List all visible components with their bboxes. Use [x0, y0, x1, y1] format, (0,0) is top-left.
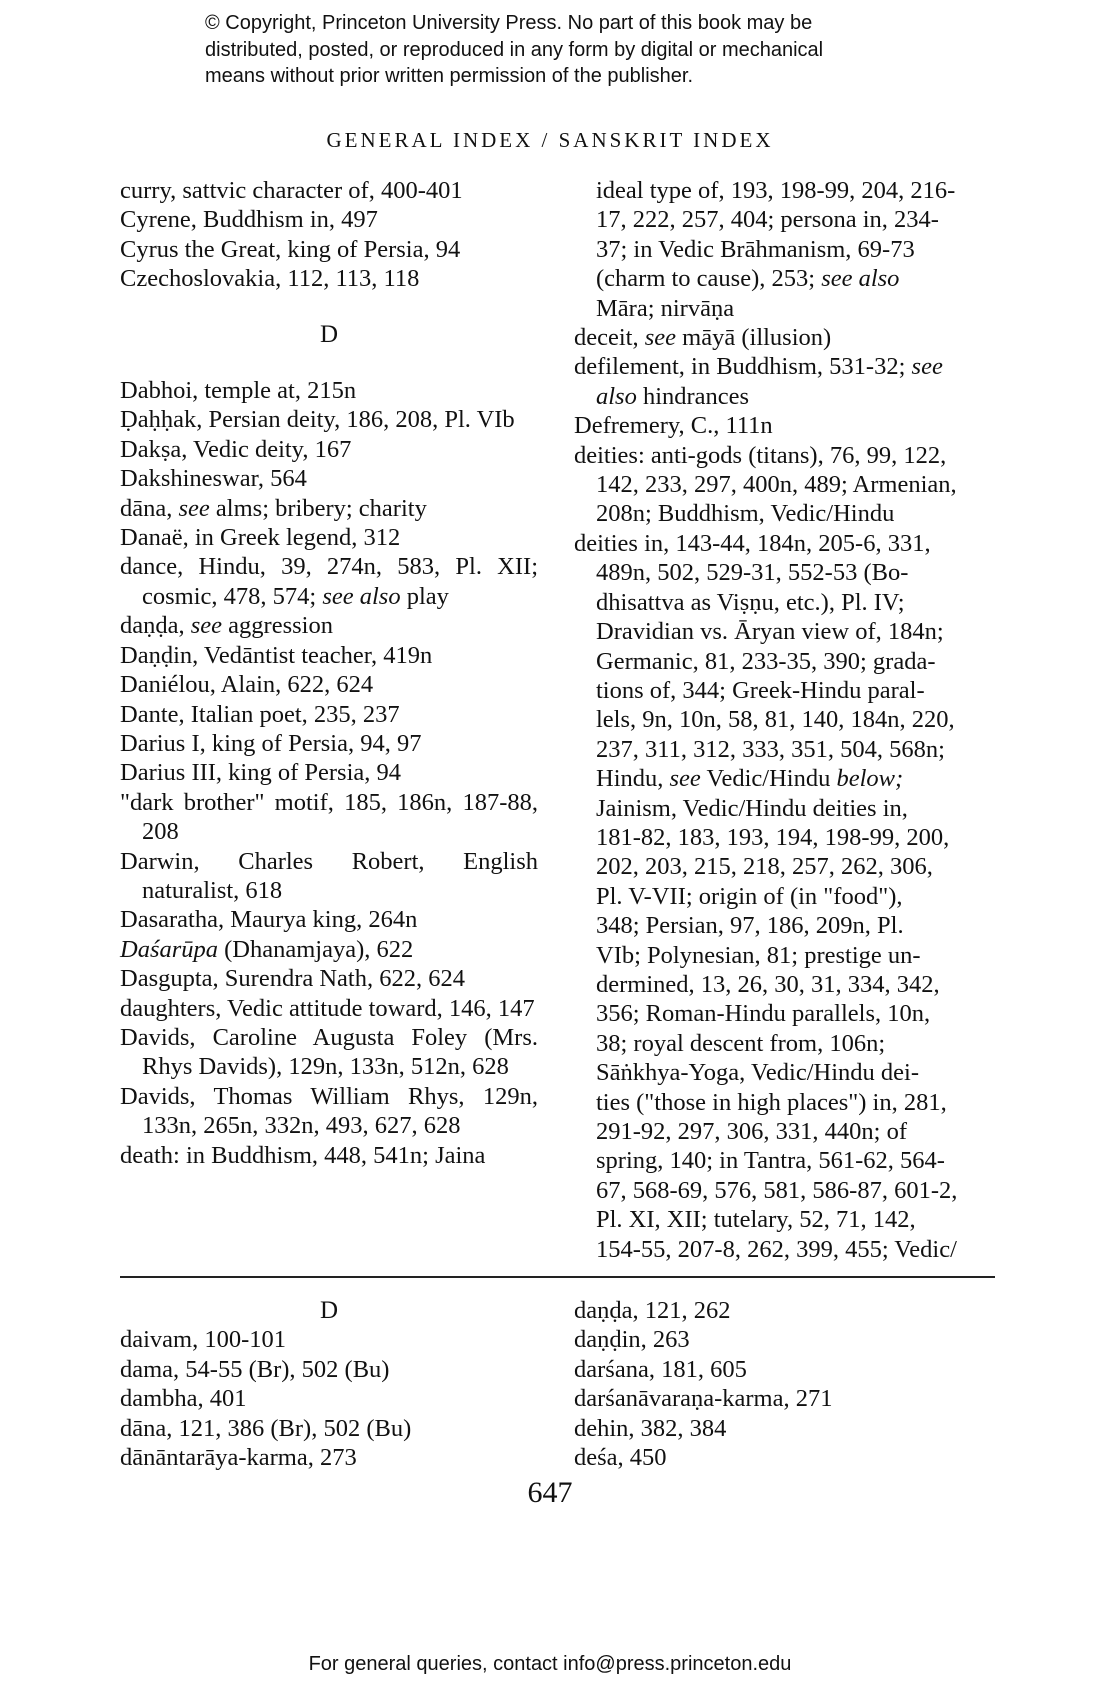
index-line: 38; royal descent from, 106n;	[596, 1029, 886, 1057]
index-line: Dravidian vs. Āryan view of, 184n;	[596, 618, 944, 646]
index-entry: Dabhoi, temple at, 215n	[120, 377, 357, 405]
sanskrit-entry: darśanāvaraṇa-karma, 271	[574, 1385, 833, 1413]
index-line: also hindrances	[596, 382, 750, 410]
index-entry: curry, sattvic character of, 400-401	[120, 177, 463, 204]
section-divider	[120, 1276, 995, 1278]
index-entry: daughters, Vedic attitude toward, 146, 147	[120, 994, 535, 1022]
d-entries	[120, 376, 538, 1170]
sanskrit-entries-left	[120, 1325, 538, 1472]
index-entry: Danaë, in Greek legend, 312	[120, 524, 401, 552]
copyright-line: © Copyright, Princeton University Press. No part of this book may be	[205, 12, 813, 34]
sanskrit-entry: daṇḍin, 263	[574, 1326, 690, 1354]
index-line: dhisattva as Viṣṇu, etc.), Pl. IV;	[596, 588, 905, 616]
index-line: tions of, 344; Greek-Hindu paral-	[596, 676, 925, 704]
index-line: Hindu, see Vedic/Hindu below;	[596, 765, 904, 793]
footer-contact: For general queries, contact info@press.princeton.edu	[308, 1653, 792, 1675]
sanskrit-index-right-column	[574, 1296, 992, 1472]
index-line: ideal type of, 193, 198-99, 204, 216-	[596, 177, 956, 204]
index-line: dermined, 13, 26, 30, 31, 334, 342,	[596, 970, 940, 998]
index-entry: "dark brother" motif, 185, 186n, 187-88, 208	[120, 788, 538, 846]
copyright-line: distributed, posted, or reproduced in any form by digital or mechanical	[205, 38, 824, 61]
sanskrit-entry: daivam, 100-101	[120, 1326, 287, 1354]
index-entry: Daṇḍin, Vedāntist teacher, 419n	[120, 641, 433, 669]
index-line: Pl. V-VII; origin of (in "food"),	[596, 882, 903, 910]
index-entry: Ḍaḥḥak, Persian deity, 186, 208, Pl. VIb	[120, 406, 515, 434]
index-entry: Dakṣa, Vedic deity, 167	[120, 435, 352, 463]
page-number: 647	[527, 1476, 573, 1509]
index-line: Germanic, 81, 233-35, 390; grada-	[596, 647, 936, 675]
index-entry: Darius III, king of Persia, 94	[120, 759, 402, 787]
index-entry: Dasgupta, Surendra Nath, 622, 624	[120, 965, 465, 993]
index-entry: Darwin, Charles Robert, English naturalist, 618	[120, 847, 538, 904]
copyright-notice	[205, 10, 925, 90]
index-entry: Czechoslovakia, 112, 113, 118	[120, 265, 420, 293]
sanskrit-entry: dānāntarāya-karma, 273	[120, 1444, 357, 1472]
index-line: 291-92, 297, 306, 331, 440n; of	[596, 1118, 907, 1145]
index-entry: Davids, Thomas William Rhys, 129n, 133n, 265n, 332n, 493, 627, 628	[120, 1082, 538, 1140]
index-line: 142, 233, 297, 400n, 489; Armenian,	[596, 471, 957, 499]
index-line: 17, 222, 257, 404; persona in, 234-	[596, 206, 939, 234]
index-line: VIb; Polynesian, 81; prestige un-	[596, 941, 921, 969]
index-line: lels, 9n, 10n, 58, 81, 140, 184n, 220,	[596, 706, 955, 734]
index-line: 67, 568-69, 576, 581, 586-87, 601-2,	[596, 1176, 958, 1204]
index-entry: Davids, Caroline Augusta Foley (Mrs. Rhys Davids), 129n, 133n, 512n, 628	[120, 1023, 538, 1081]
copyright-line: means without prior written permission of the publisher.	[205, 65, 694, 87]
index-line: spring, 140; in Tantra, 561-62, 564-	[596, 1147, 945, 1175]
index-line: (charm to cause), 253; see also	[596, 265, 900, 293]
index-entry: Darius I, king of Persia, 94, 97	[120, 729, 422, 757]
index-line: 489n, 502, 529-31, 552-53 (Bo-	[596, 559, 909, 587]
general-index-right-column	[574, 176, 992, 1264]
index-line: 37; in Vedic Brāhmanism, 69-73	[596, 235, 915, 263]
sanskrit-section-letter: D	[319, 1297, 339, 1324]
sanskrit-entry: dāna, 121, 386 (Br), 502 (Bu)	[120, 1414, 412, 1442]
index-line: deceit, see māyā (illusion)	[574, 324, 832, 352]
index-entry: Cyrene, Buddhism in, 497	[120, 206, 378, 234]
index-line: ties ("those in high places") in, 281,	[596, 1088, 947, 1116]
index-entry: Dakshineswar, 564	[120, 465, 307, 493]
index-line: Māra; nirvāṇa	[596, 294, 735, 322]
index-entry: daṇḍa, see aggression	[120, 612, 333, 640]
index-line: defilement, in Buddhism, 531-32; see	[574, 353, 943, 381]
index-entry: Daniélou, Alain, 622, 624	[120, 671, 374, 699]
index-line: 154-55, 207-8, 262, 399, 455; Vedic/	[596, 1235, 957, 1263]
sanskrit-entry: daṇḍa, 121, 262	[574, 1297, 731, 1324]
sanskrit-entry: dambha, 401	[120, 1385, 247, 1413]
index-line: 202, 203, 215, 218, 257, 262, 306,	[596, 853, 933, 881]
sanskrit-entry: deśa, 450	[574, 1444, 667, 1472]
index-line: deities in, 143-44, 184n, 205-6, 331,	[574, 529, 931, 557]
index-line: Pl. XI, XII; tutelary, 52, 71, 142,	[596, 1206, 916, 1234]
index-entry: death: in Buddhism, 448, 541n; Jaina	[120, 1141, 486, 1169]
index-entry: dāna, see alms; bribery; charity	[120, 494, 427, 522]
index-line: 208n; Buddhism, Vedic/Hindu	[596, 500, 895, 528]
index-line: 348; Persian, 97, 186, 209n, Pl.	[596, 912, 904, 940]
sanskrit-entry: darśana, 181, 605	[574, 1355, 747, 1383]
index-line: 181-82, 183, 193, 194, 198-99, 200,	[596, 823, 950, 851]
index-entry: Dasaratha, Maurya king, 264n	[120, 906, 418, 934]
index-line: Jainism, Vedic/Hindu deities in,	[596, 794, 908, 822]
running-head: GENERAL INDEX / SANSKRIT INDEX	[326, 128, 774, 152]
index-entry: dance, Hindu, 39, 274n, 583, Pl. XII; cosmic, 478, 574; see also play	[120, 553, 538, 610]
general-index-left-column	[120, 176, 538, 1170]
index-entry: Dante, Italian poet, 235, 237	[120, 700, 400, 728]
index-line: 356; Roman-Hindu parallels, 10n,	[596, 1000, 931, 1028]
sanskrit-entry: dehin, 382, 384	[574, 1414, 727, 1442]
index-line: 237, 311, 312, 333, 351, 504, 568n;	[596, 735, 945, 763]
sanskrit-index-left-column	[120, 1296, 538, 1472]
index-line: deities: anti-gods (titans), 76, 99, 122,	[574, 441, 947, 469]
section-letter: D	[319, 320, 339, 348]
index-entry: Cyrus the Great, king of Persia, 94	[120, 235, 461, 263]
index-line: Sāṅkhya-Yoga, Vedic/Hindu dei-	[596, 1059, 920, 1087]
sanskrit-entry: dama, 54-55 (Br), 502 (Bu)	[120, 1355, 390, 1383]
index-line: Defremery, C., 111n	[574, 412, 773, 440]
index-entry: Daśarūpa (Dhanamjaya), 622	[120, 935, 414, 963]
